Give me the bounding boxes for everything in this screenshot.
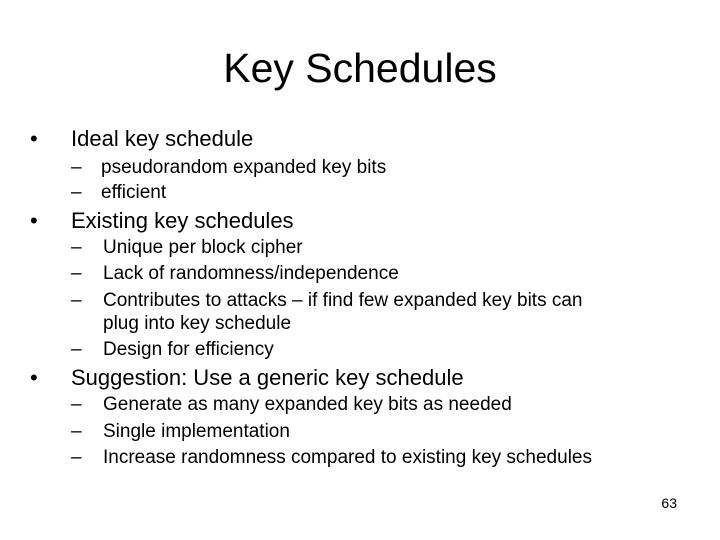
page-number: 63 [661, 495, 677, 511]
list-item-continuation: plug into key schedule [103, 313, 292, 334]
list-item: Lack of randomness/independence [103, 263, 399, 284]
list-item: Design for efficiency [103, 339, 274, 360]
list-item: efficient [101, 182, 167, 203]
slide-title: Key Schedules [223, 45, 497, 91]
list-item: pseudorandom expanded key bits [101, 157, 387, 178]
sub-bullet-marker: – [71, 394, 82, 415]
section-suggestion-label: Suggestion: Use a generic key schedule [71, 365, 464, 390]
sub-bullet-marker: – [71, 447, 82, 468]
list-item: Generate as many expanded key bits as needed [103, 394, 512, 415]
sub-bullet-marker: – [71, 290, 82, 311]
bullet-marker: • [30, 208, 38, 233]
list-item: Increase randomness compared to existing key schedules [103, 447, 592, 468]
sub-bullet-marker: – [71, 157, 82, 178]
sub-bullet-marker: – [71, 339, 82, 360]
section-ideal-label: Ideal key schedule [71, 126, 254, 151]
section-existing-label: Existing key schedules [71, 208, 294, 233]
list-item: Single implementation [103, 421, 290, 442]
sub-bullet-marker: – [71, 263, 82, 284]
bullet-marker: • [30, 126, 38, 151]
list-item: Contributes to attacks – if find few expanded key bits can [103, 290, 583, 311]
bullet-marker: • [30, 365, 38, 390]
list-item: Unique per block cipher [103, 237, 303, 258]
sub-bullet-marker: – [71, 421, 82, 442]
sub-bullet-marker: – [71, 237, 82, 258]
sub-bullet-marker: – [71, 182, 82, 203]
